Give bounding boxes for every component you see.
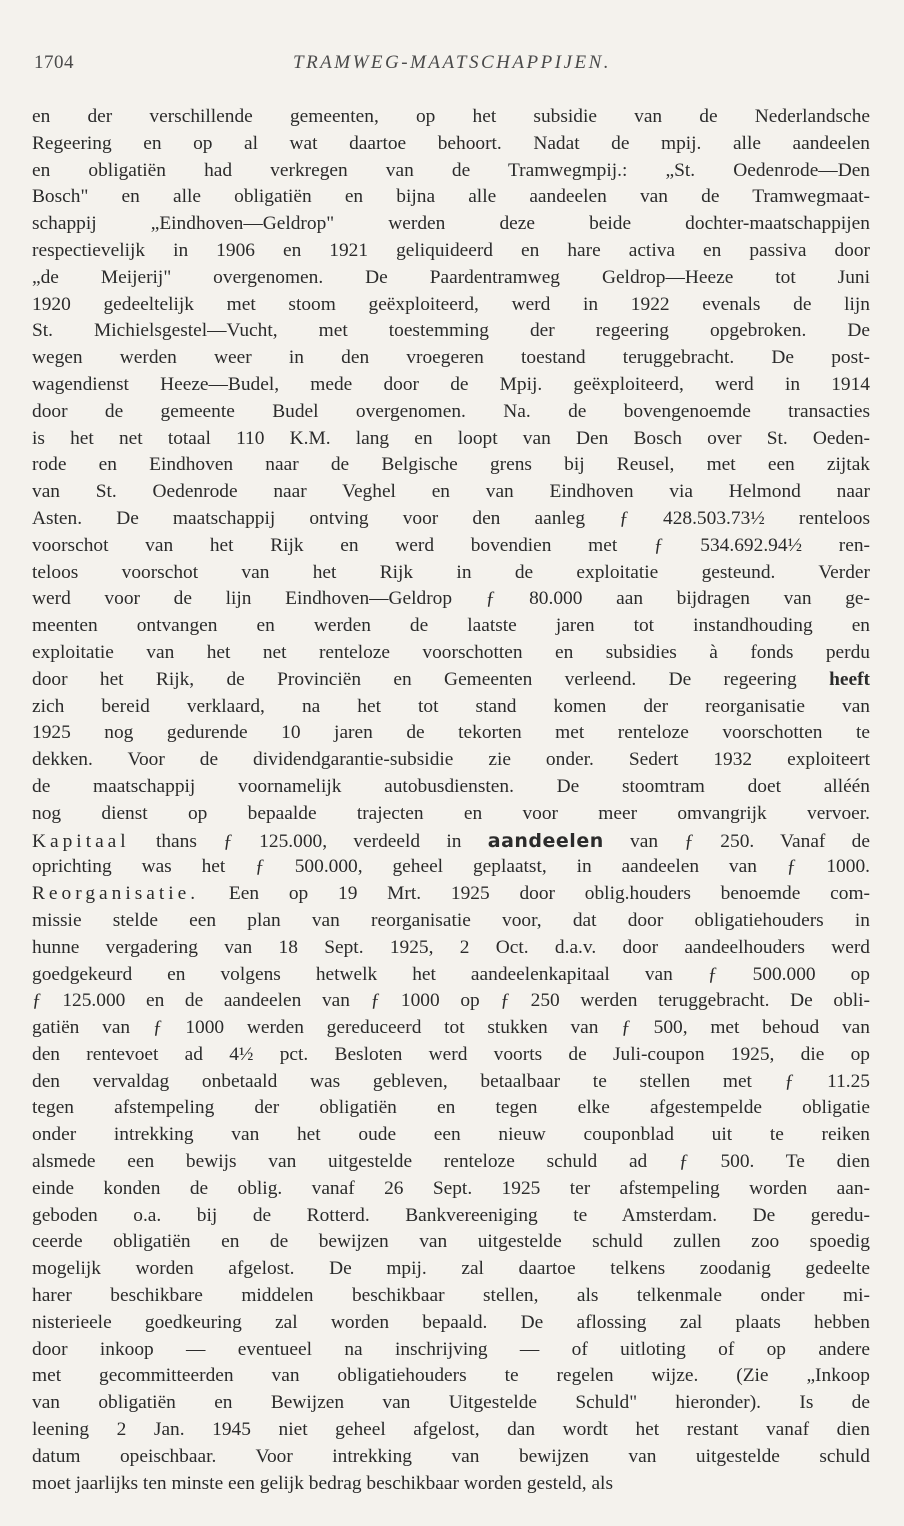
text-line (32, 1390, 870, 1417)
text-line (32, 801, 870, 828)
text-segment: thans ƒ 125.000, verdeeld in (129, 830, 488, 852)
text-segment: 1925 nog gedurende 10 jaren de tekorten met renteloze voorschotten te (32, 722, 870, 744)
emphasis-text: aandeelen (487, 829, 604, 852)
text-segment: ƒ 125.000 en de aandeelen van ƒ 1000 op ƒ 250 werden teruggebracht. De obli- (32, 990, 870, 1012)
page-header (34, 52, 870, 82)
text-segment: Regeering en op al wat daartoe behoort. Nadat de mpij. alle aandeelen (32, 132, 870, 154)
text-line (32, 613, 870, 640)
text-segment: onder intrekking van het oude een nieuw couponblad uit te reiken (32, 1124, 870, 1146)
text-segment: wagendienst Heeze—Budel, mede door de Mpij. geëxploiteerd, werd in 1914 (32, 373, 870, 395)
text-line (32, 1471, 870, 1498)
text-segment: dekken. Voor de dividendgarantie-subsidie zie onder. Sedert 1932 exploiteert (32, 749, 870, 771)
text-segment: ceerde obligatiën en de bewijzen van uitgestelde schuld zullen zoo spoedig (32, 1231, 870, 1253)
text-line (32, 828, 870, 855)
text-segment: hunne vergadering van 18 Sept. 1925, 2 Oct. d.a.v. door aandeelhouders werd (32, 936, 870, 958)
text-line (32, 988, 870, 1015)
text-line (32, 426, 870, 453)
text-segment: door het Rijk, de Provinciën en Gemeenten verleend. De regeering (32, 668, 830, 690)
text-segment: de maatschappij voornamelijk autobusdiensten. De stoomtram doet alléén (32, 775, 870, 797)
text-line (32, 667, 870, 694)
text-segment: datum opeischbaar. Voor intrekking van bewijzen van uitgestelde schuld (32, 1445, 870, 1467)
text-line (32, 1444, 870, 1471)
text-segment: meenten ontvangen en werden de laatste jaren tot instandhouding en (32, 615, 870, 637)
text-line (32, 533, 870, 560)
text-segment: den rentevoet ad 4½ pct. Besloten werd voorts de Juli-coupon 1925, die op (32, 1043, 870, 1065)
text-segment: geboden o.a. bij de Rotterd. Bankvereeniging te Amsterdam. De geredu- (32, 1204, 870, 1226)
text-segment: einde konden de oblig. vanaf 26 Sept. 1925 ter afstempeling worden aan- (32, 1177, 870, 1199)
text-line (32, 184, 870, 211)
text-line (32, 1149, 870, 1176)
text-line (32, 238, 870, 265)
text-line (32, 1310, 870, 1337)
text-line (32, 1069, 870, 1096)
text-line (32, 908, 870, 935)
text-segment: leening 2 Jan. 1945 niet geheel afgelost, dan wordt het restant vanaf dien (32, 1419, 870, 1441)
text-segment: werd voor de lijn Eindhoven—Geldrop ƒ 80.000 aan bijdragen van ge- (32, 588, 870, 610)
text-line (32, 372, 870, 399)
text-line (32, 1203, 870, 1230)
text-line (32, 1042, 870, 1069)
text-segment: goedgekeurd en volgens hetwelk het aandeelenkapitaal van ƒ 500.000 op (32, 963, 870, 985)
text-line (32, 1122, 870, 1149)
text-segment: Asten. De maatschappij ontving voor den aanleg ƒ 428.503.73½ renteloos (32, 507, 870, 529)
text-line (32, 1417, 870, 1444)
text-segment: tegen afstempeling der obligatiën en tegen elke afgestempelde obligatie (32, 1097, 870, 1119)
text-line (32, 292, 870, 319)
text-line (32, 318, 870, 345)
text-segment: van ƒ 250. Vanaf de (603, 830, 870, 852)
text-line (32, 694, 870, 721)
text-segment: door de gemeente Budel overgenomen. Na. de bovengenoemde transacties (32, 400, 870, 422)
text-line (32, 104, 870, 131)
text-line (32, 131, 870, 158)
text-line (32, 747, 870, 774)
text-segment: schappij „Eindhoven—Geldrop" werden deze beide dochter-maatschappijen (32, 213, 870, 235)
text-line (32, 399, 870, 426)
text-segment: missie stelde een plan van reorganisatie voor, dat door obligatiehouders in (32, 909, 870, 931)
spaced-heading: Kapitaal (32, 830, 130, 852)
text-line (32, 265, 870, 292)
text-segment: zich bereid verklaard, na het tot stand komen der reorganisatie van (32, 695, 870, 717)
text-line (32, 881, 870, 908)
text-segment: St. Michielsgestel—Vucht, met toestemming der regeering opgebroken. De (32, 320, 870, 342)
text-line (32, 1176, 870, 1203)
text-line (32, 1363, 870, 1390)
text-segment: nisterieele goedkeuring zal worden bepaald. De aflossing zal plaats hebben (32, 1311, 870, 1333)
body-text (32, 104, 870, 1497)
text-segment: „de Meijerij" overgenomen. De Paardentramweg Geldrop—Heeze tot Juni (32, 266, 870, 288)
text-line (32, 506, 870, 533)
text-segment: mogelijk worden afgelost. De mpij. zal daartoe telkens zoodanig gedeelte (32, 1258, 870, 1280)
text-line (32, 935, 870, 962)
text-segment: oprichting was het ƒ 500.000, geheel geplaatst, in aandeelen van ƒ 1000. (32, 856, 870, 878)
text-line (32, 211, 870, 238)
text-segment: en der verschillende gemeenten, op het subsidie van de Nederlandsche (32, 106, 870, 127)
text-segment: moet jaarlijks ten minste een gelijk bedrag beschikbaar worden gesteld, als (32, 1472, 613, 1494)
page-number: 1704 (34, 52, 74, 73)
text-segment: 1920 gedeeltelijk met stoom geëxploiteerd, werd in 1922 evenals de lijn (32, 293, 870, 315)
text-segment: den vervaldag onbetaald was gebleven, betaalbaar te stellen met ƒ 11.25 (32, 1070, 870, 1092)
text-segment: nog dienst op bepaalde trajecten en voor meer omvangrijk vervoer. (32, 802, 870, 824)
text-line (32, 854, 870, 881)
text-line (32, 1256, 870, 1283)
text-segment: respectievelijk in 1906 en 1921 geliquideerd en hare activa en passiva door (32, 239, 870, 261)
text-segment: wegen werden weer in den vroegeren toestand teruggebracht. De post- (32, 347, 870, 369)
spaced-heading: Reorganisatie. (32, 883, 200, 905)
text-line (32, 1229, 870, 1256)
text-line (32, 586, 870, 613)
text-segment: Bosch" en alle obligatiën en bijna alle aandeelen van de Tramwegmaat- (32, 186, 870, 208)
text-line (32, 1337, 870, 1364)
text-segment: rode en Eindhoven naar de Belgische grens bij Reusel, met een zijtak (32, 454, 870, 476)
text-segment: teloos voorschot van het Rijk in de exploitatie gesteund. Verder (32, 561, 870, 583)
text-line (32, 1015, 870, 1042)
text-segment: is het net totaal 110 K.M. lang en loopt van Den Bosch over St. Oeden- (32, 427, 870, 449)
text-line (32, 452, 870, 479)
text-segment: met gecommitteerden van obligatiehouders te regelen wijze. (Zie „Inkoop (32, 1365, 870, 1387)
text-line (32, 158, 870, 185)
text-segment: en obligatiën had verkregen van de Tramwegmpij.: „St. Oedenrode—Den (32, 159, 870, 181)
running-title: TRAMWEG-MAATSCHAPPIJEN. (293, 52, 611, 73)
text-segment: door inkoop — eventueel na inschrijving — of uitloting of op andere (32, 1338, 870, 1360)
text-line (32, 962, 870, 989)
text-segment: heeft (829, 668, 870, 690)
text-segment: exploitatie van het net renteloze voorschotten en subsidies à fonds perdu (32, 641, 870, 663)
text-segment: gatiën van ƒ 1000 werden gereduceerd tot stukken van ƒ 500, met behoud van (32, 1017, 870, 1039)
text-segment: alsmede een bewijs van uitgestelde renteloze schuld ad ƒ 500. Te dien (32, 1151, 870, 1173)
text-segment: van obligatiën en Bewijzen van Uitgestelde Schuld" hieronder). Is de (32, 1392, 870, 1414)
text-segment: Een op 19 Mrt. 1925 door oblig.houders benoemde com- (199, 883, 870, 905)
text-line (32, 774, 870, 801)
text-line (32, 479, 870, 506)
text-line (32, 345, 870, 372)
text-line (32, 1095, 870, 1122)
text-segment: harer beschikbare middelen beschikbaar stellen, als telkenmale onder mi- (32, 1285, 870, 1307)
text-segment: van St. Oedenrode naar Veghel en van Eindhoven via Helmond naar (32, 481, 870, 503)
text-line (32, 720, 870, 747)
text-segment: voorschot van het Rijk en werd bovendien met ƒ 534.692.94½ ren- (32, 534, 870, 556)
text-line (32, 1283, 870, 1310)
text-line (32, 640, 870, 667)
text-line (32, 560, 870, 587)
